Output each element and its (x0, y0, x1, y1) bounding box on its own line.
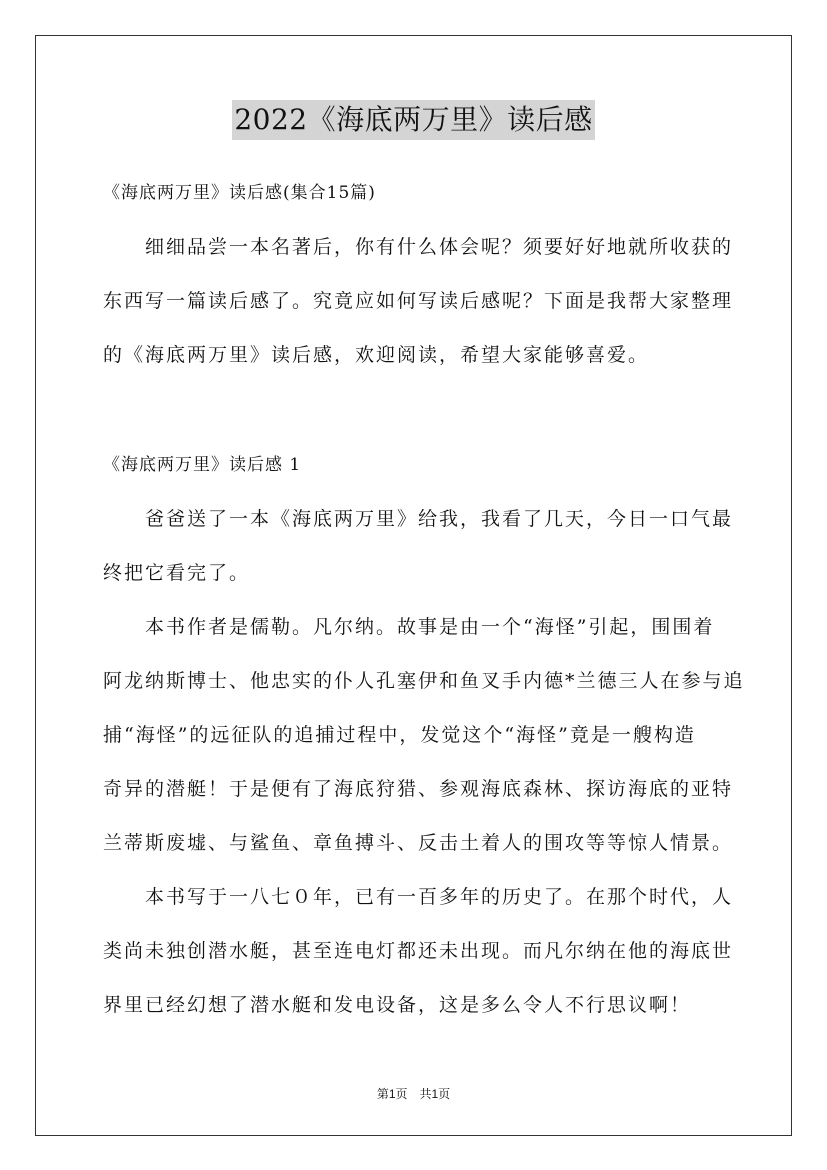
paragraph-line: 类尚未独创潜水艇，甚至连电灯都还未出现。而凡尔纳在他的海底世 (103, 940, 734, 962)
section-heading: 《海底两万里》读后感 1 (103, 455, 302, 475)
title-container (0, 100, 827, 140)
intro-line: 东西写一篇读后感了。究竟应如何写读后感呢？下面是我帮大家整理 (103, 290, 734, 312)
paragraph-line: 终把它看完了。 (103, 562, 251, 584)
intro-line: 的《海底两万里》读后感，欢迎阅读，希望大家能够喜爱。 (103, 344, 650, 366)
intro-line: 细细品尝一本名著后，你有什么体会呢？须要好好地就所收获的 (103, 236, 734, 258)
paragraph-line: 捕“海怪”的远征队的追捕过程中，发觉这个“海怪”竟是一艘构造 (103, 724, 696, 746)
page-footer: 第1页 共1页 (376, 1087, 451, 1101)
paragraph-line: 本书作者是儒勒。凡尔纳。故事是由一个“海怪”引起，围围着 (103, 616, 715, 638)
paragraph-line: 界里已经幻想了潜水艇和发电设备，这是多么令人不行思议啊！ (103, 994, 692, 1016)
paragraph-line: 兰蒂斯废墟、与鲨鱼、章鱼搏斗、反击土着人的围攻等等惊人情景。 (103, 832, 734, 854)
paragraph-line: 本书写于一八七０年，已有一百多年的历史了。在那个时代，人 (103, 886, 734, 908)
paragraph-line: 爸爸送了一本《海底两万里》给我，我看了几天，今日一口气最 (103, 508, 734, 530)
document-title: 2022《海底两万里》读后感 (232, 100, 594, 140)
paragraph-line: 阿龙纳斯博士、他忠实的仆人孔塞伊和鱼叉手内德*兰德三人在参与追 (103, 670, 745, 692)
document-subtitle: 《海底两万里》读后感(集合15篇) (103, 183, 376, 203)
paragraph-line: 奇异的潜艇！于是便有了海底狩猎、参观海底森林、探访海底的亚特 (103, 778, 734, 800)
